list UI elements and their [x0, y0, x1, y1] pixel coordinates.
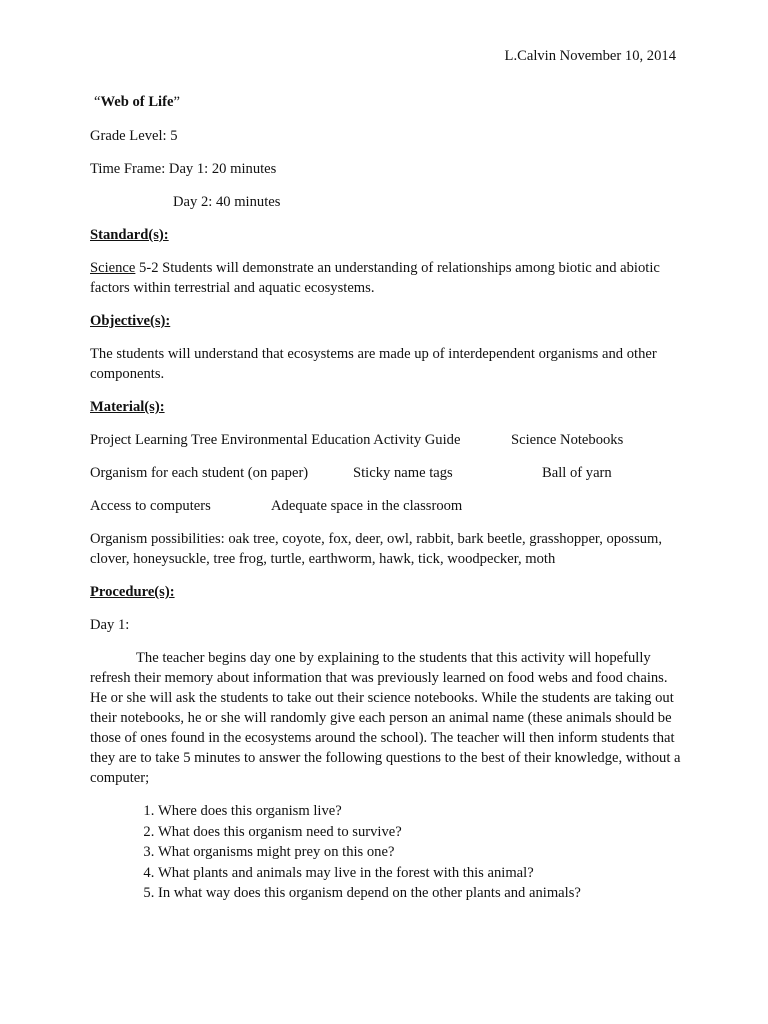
- title-close-quote: ”: [173, 94, 180, 110]
- objectives-text: The students will understand that ecosystems are made up of interdependent organisms and other components.: [90, 346, 657, 382]
- title-open-quote: “: [94, 94, 101, 110]
- list-item: 3. What organisms might prey on this one?: [158, 842, 686, 863]
- material-sticky-tags: Sticky name tags: [353, 465, 453, 481]
- author-date: L.Calvin November 10, 2014: [504, 48, 676, 64]
- materials-row-1: [90, 430, 686, 450]
- material-computers: Access to computers: [90, 498, 211, 514]
- objectives-heading: Objective(s):: [90, 313, 171, 329]
- grade-level: Grade Level: 5: [90, 128, 178, 144]
- standards-text: [90, 258, 686, 298]
- standards-subject: Science: [90, 260, 136, 276]
- lesson-content: [90, 92, 686, 904]
- title-text: Web of Life: [100, 94, 174, 110]
- standards-body: 5-2 Students will demonstrate an understanding of relationships among biotic and abiotic factors within terrestrial and aquatic ecosystems.: [90, 260, 660, 296]
- procedure-heading: Procedure(s):: [90, 584, 175, 600]
- questions-list: [90, 801, 686, 904]
- list-item: 1. Where does this organism live?: [158, 801, 686, 822]
- list-item: 5. In what way does this organism depend on the other plants and animals?: [158, 883, 686, 904]
- time-frame-day2: Day 2: 40 minutes: [173, 194, 281, 210]
- lesson-title: [94, 92, 686, 112]
- material-ball-of-yarn: Ball of yarn: [542, 465, 612, 481]
- organism-possibilities: Organism possibilities: oak tree, coyote, fox, deer, owl, rabbit, bark beetle, grasshopper, opossum, clover, honeysuckle, tree frog, turtle, earthworm, hawk, tick, woodpecker, moth: [90, 531, 663, 567]
- day1-label: Day 1:: [90, 617, 130, 633]
- material-science-notebooks: Science Notebooks: [511, 432, 624, 448]
- material-organism-paper: Organism for each student (on paper): [90, 465, 309, 481]
- materials-heading: Material(s):: [90, 399, 165, 415]
- standards-heading: Standard(s):: [90, 227, 169, 243]
- materials-row-3: [90, 496, 686, 516]
- material-activity-guide: Project Learning Tree Environmental Education Activity Guide: [90, 432, 461, 448]
- list-item: 4. What plants and animals may live in the forest with this animal?: [158, 863, 686, 884]
- materials-row-2: [90, 463, 686, 483]
- time-frame-day1: Time Frame: Day 1: 20 minutes: [90, 161, 277, 177]
- list-item: 2. What does this organism need to survive?: [158, 822, 686, 843]
- material-classroom-space: Adequate space in the classroom: [271, 498, 463, 514]
- day1-paragraph: The teacher begins day one by explaining to the students that this activity will hopefully refresh their memory about information that was previously learned on food webs and food chains. He or she will ask the students to take out their science notebooks. While the students are taking out their notebooks, he or she will randomly give each person an animal name (these animals should be those of ones found in the ecosystems around the school). The teacher will then inform students that they are to take 5 minutes to answer the following questions to the best of their knowledge, without a computer;: [90, 650, 681, 786]
